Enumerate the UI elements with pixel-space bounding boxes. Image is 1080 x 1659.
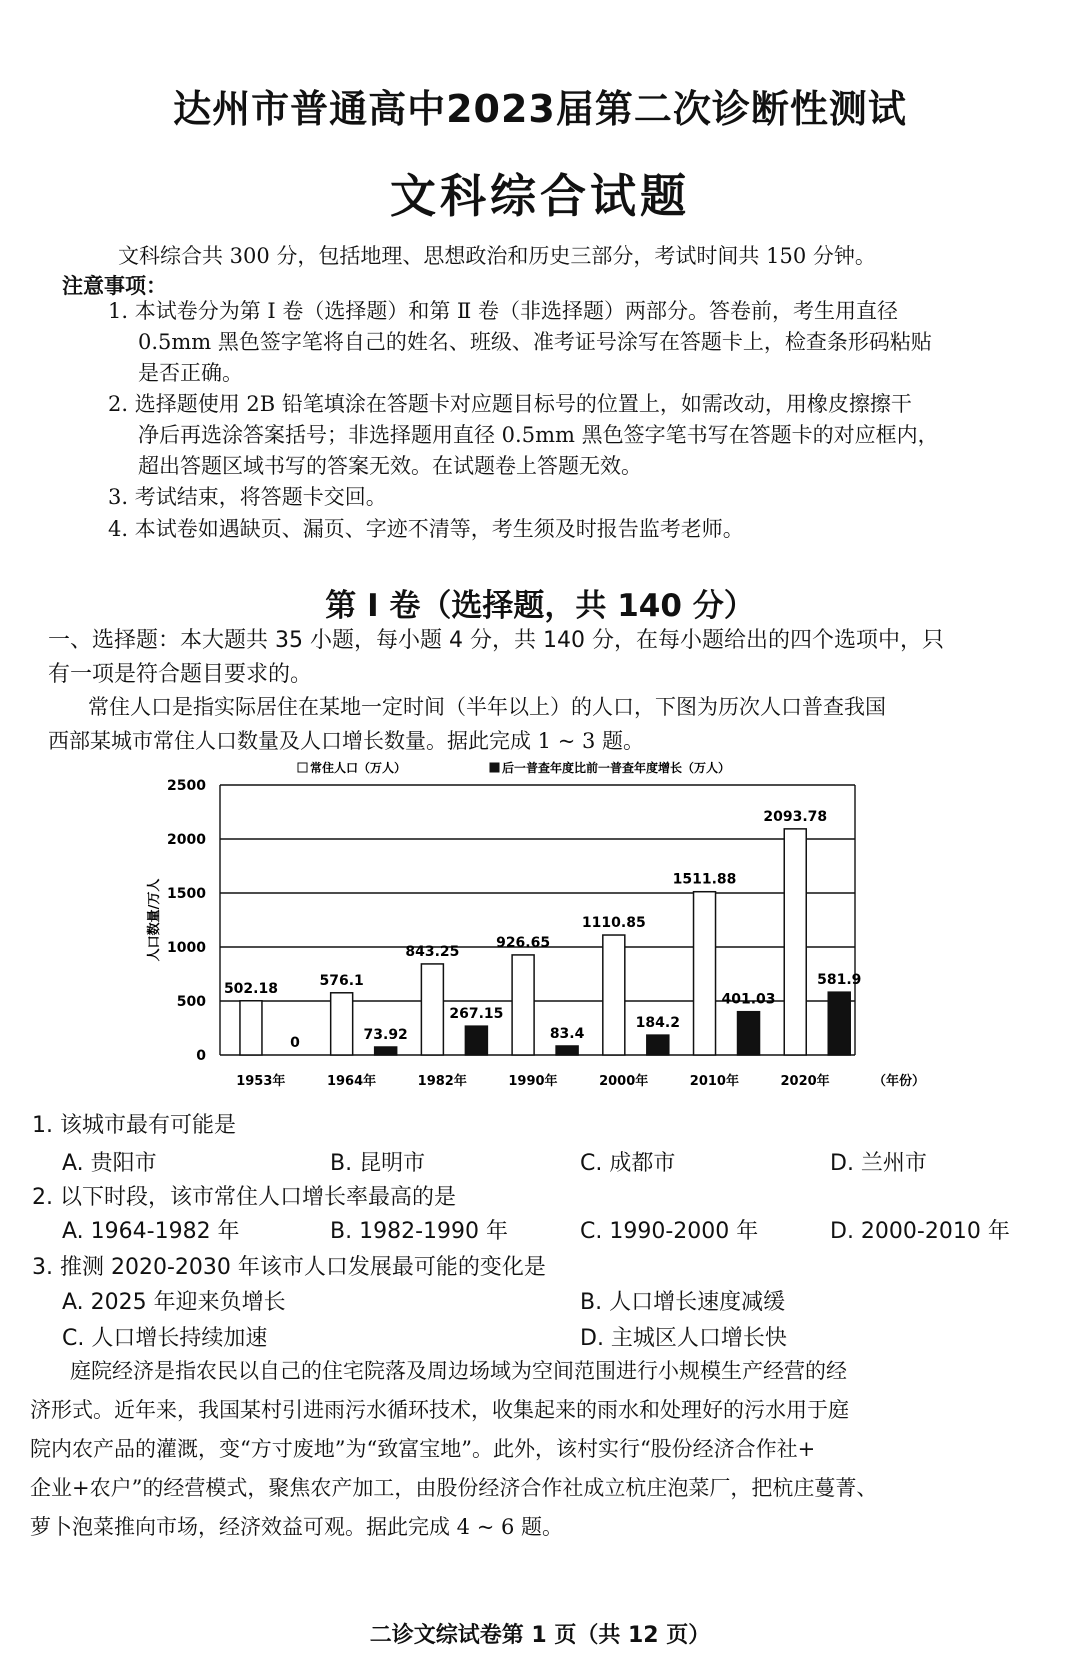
x-tick-label: 1982年 <box>417 1074 467 1089</box>
data-label-population: 576.1 <box>319 972 364 989</box>
bar-growth <box>828 992 850 1055</box>
bar-population <box>512 955 534 1055</box>
data-label-population: 502.18 <box>223 980 278 997</box>
notice-line: 4. 本试卷如遇缺页、漏页、字迹不清等，考生须及时报告监考老师。 <box>108 517 744 541</box>
notice-line: 0.5mm 黑色签字笔将自己的姓名、班级、准考证号涂写在答题卡上，检查条形码粘贴 <box>138 330 932 354</box>
x-axis-label: （年份） <box>873 1074 926 1089</box>
q2-option-b[interactable]: B. 1982-1990 年 <box>330 1219 508 1244</box>
notice-item-4 <box>108 514 1038 545</box>
y-tick-label: 1000 <box>167 940 206 956</box>
notice-line: 1. 本试卷分为第 Ⅰ 卷（选择题）和第 Ⅱ 卷（非选择题）两部分。答卷前，考生用直径 <box>108 299 898 323</box>
legend-swatch-population <box>298 763 307 772</box>
x-tick-label: 1964年 <box>326 1074 377 1089</box>
stem-line: 企业+农户”的经营模式，聚焦农产加工，由股份经济合作社成立杭庄泡菜厂，把杭庄蔓菁、 <box>30 1476 878 1500</box>
q2-option-a[interactable]: A. 1964-1982 年 <box>62 1219 240 1244</box>
data-label-population: 1110.85 <box>581 915 646 932</box>
q1-option-a[interactable]: A. 贵阳市 <box>62 1151 157 1176</box>
data-label-growth: 267.15 <box>449 1006 504 1023</box>
x-tick-label: 2010年 <box>689 1074 739 1089</box>
notice-item-2 <box>108 389 1038 482</box>
y-tick-label: 500 <box>176 994 206 1010</box>
q3-option-b[interactable]: B. 人口增长速度减缓 <box>580 1290 786 1315</box>
data-label-growth: 401.03 <box>721 991 776 1008</box>
q3-option-a[interactable]: A. 2025 年迎来负增长 <box>62 1290 286 1315</box>
legend-swatch-growth <box>490 763 499 772</box>
data-label-growth: 73.92 <box>363 1027 408 1044</box>
intro-text: 文科综合共 300 分，包括地理、思想政治和历史三部分，考试时间共 150 分钟。 <box>118 244 876 268</box>
legend-label-population: 常住人口（万人） <box>310 761 407 775</box>
bar-growth <box>375 1047 397 1055</box>
notice-line: 是否正确。 <box>138 361 243 385</box>
data-label-population: 926.65 <box>496 934 551 951</box>
data-label-population: 2093.78 <box>763 808 828 825</box>
notice-heading: 注意事项： <box>62 274 167 298</box>
legend-label-growth: 后一普查年度比前一普查年度增长（万人） <box>502 761 731 775</box>
population-bar-chart <box>147 760 926 1095</box>
bar-population <box>603 935 625 1055</box>
x-tick-label: 1953年 <box>236 1074 286 1089</box>
exam-title: 达州市普通高中2023届第二次诊断性测试 <box>173 87 907 131</box>
data-label-growth: 83.4 <box>549 1025 585 1042</box>
page-footer: 二诊文综试卷第 1 页（共 12 页） <box>369 1623 711 1648</box>
data-label-growth: 581.9 <box>817 972 862 989</box>
stem-1-3 <box>48 690 1038 758</box>
notice-item-1 <box>108 296 1038 389</box>
data-label-population: 1511.88 <box>672 871 737 888</box>
notice-line: 超出答题区域书写的答案无效。在试题卷上答题无效。 <box>138 454 642 478</box>
q1-option-b[interactable]: B. 昆明市 <box>330 1151 426 1176</box>
stem-line: 常住人口是指实际居住在某地一定时间（半年以上）的人口，下图为历次人口普查我国 <box>88 695 886 719</box>
bar-population <box>421 964 443 1055</box>
data-label-growth: 0 <box>290 1035 300 1051</box>
bar-population <box>784 829 806 1055</box>
question-1: 1. 该城市最有可能是 <box>32 1113 236 1138</box>
bar-population <box>331 993 353 1055</box>
instruction-line: 有一项是符合题目要求的。 <box>48 662 313 687</box>
bar-growth <box>465 1026 487 1055</box>
bar-growth <box>556 1046 578 1055</box>
bar-growth <box>738 1012 760 1055</box>
stem-line: 济形式。近年来，我国某村引进雨污水循环技术，收集起来的雨水和处理好的污水用于庭 <box>30 1398 849 1422</box>
data-label-population: 843.25 <box>405 943 460 960</box>
y-tick-label: 0 <box>196 1048 206 1064</box>
q2-option-d[interactable]: D. 2000-2010 年 <box>830 1219 1010 1244</box>
y-tick-label: 2000 <box>167 832 206 848</box>
instruction-line: 一、选择题：本大题共 35 小题，每小题 4 分，共 140 分，在每小题给出的四个选项中，只 <box>48 628 944 653</box>
q1-option-d[interactable]: D. 兰州市 <box>830 1151 927 1176</box>
notice-item-3 <box>108 482 1038 513</box>
stem-line: 西部某城市常住人口数量及人口增长数量。据此完成 1 ~ 3 题。 <box>48 729 645 753</box>
q1-option-c[interactable]: C. 成都市 <box>580 1151 676 1176</box>
data-label-growth: 184.2 <box>635 1015 680 1032</box>
q2-option-c[interactable]: C. 1990-2000 年 <box>580 1219 759 1244</box>
stem-line: 院内农产品的灌溉，变“方寸废地”为“致富宝地”。此外，该村实行“股份经济合作社+ <box>30 1437 816 1461</box>
y-tick-label: 2500 <box>167 778 206 794</box>
bar-growth <box>647 1035 669 1055</box>
x-tick-label: 2020年 <box>780 1074 830 1089</box>
notice-line: 净后再选涂答案括号；非选择题用直径 0.5mm 黑色签字笔书写在答题卡的对应框内， <box>138 423 939 447</box>
x-tick-label: 1990年 <box>508 1074 558 1089</box>
question-3: 3. 推测 2020-2030 年该市人口发展最可能的变化是 <box>32 1255 546 1280</box>
bar-population <box>240 1001 262 1055</box>
stem-4-6 <box>30 1352 1040 1547</box>
notice-line: 2. 选择题使用 2B 铅笔填涂在答题卡对应题目标号的位置上，如需改动，用橡皮擦擦干 <box>108 392 912 416</box>
notice-line: 3. 考试结束，将答题卡交回。 <box>108 485 387 509</box>
y-axis-label: 人口数量/万人 <box>147 878 162 962</box>
exam-subtitle: 文科综合试题 <box>390 169 690 223</box>
question-2: 2. 以下时段，该市常住人口增长率最高的是 <box>32 1185 456 1210</box>
stem-line: 庭院经济是指农民以自己的住宅院落及周边场域为空间范围进行小规模生产经营的经 <box>70 1359 847 1383</box>
y-tick-label: 1500 <box>167 886 206 902</box>
choice-instructions <box>48 624 1038 692</box>
q3-option-c[interactable]: C. 人口增长持续加速 <box>62 1326 268 1351</box>
q3-option-d[interactable]: D. 主城区人口增长快 <box>580 1326 787 1351</box>
section-heading: 第 Ⅰ 卷（选择题，共 140 分） <box>325 588 755 624</box>
stem-line: 萝卜泡菜推向市场，经济效益可观。据此完成 4 ~ 6 题。 <box>30 1515 564 1539</box>
x-tick-label: 2000年 <box>599 1074 649 1089</box>
bar-population <box>694 892 716 1055</box>
